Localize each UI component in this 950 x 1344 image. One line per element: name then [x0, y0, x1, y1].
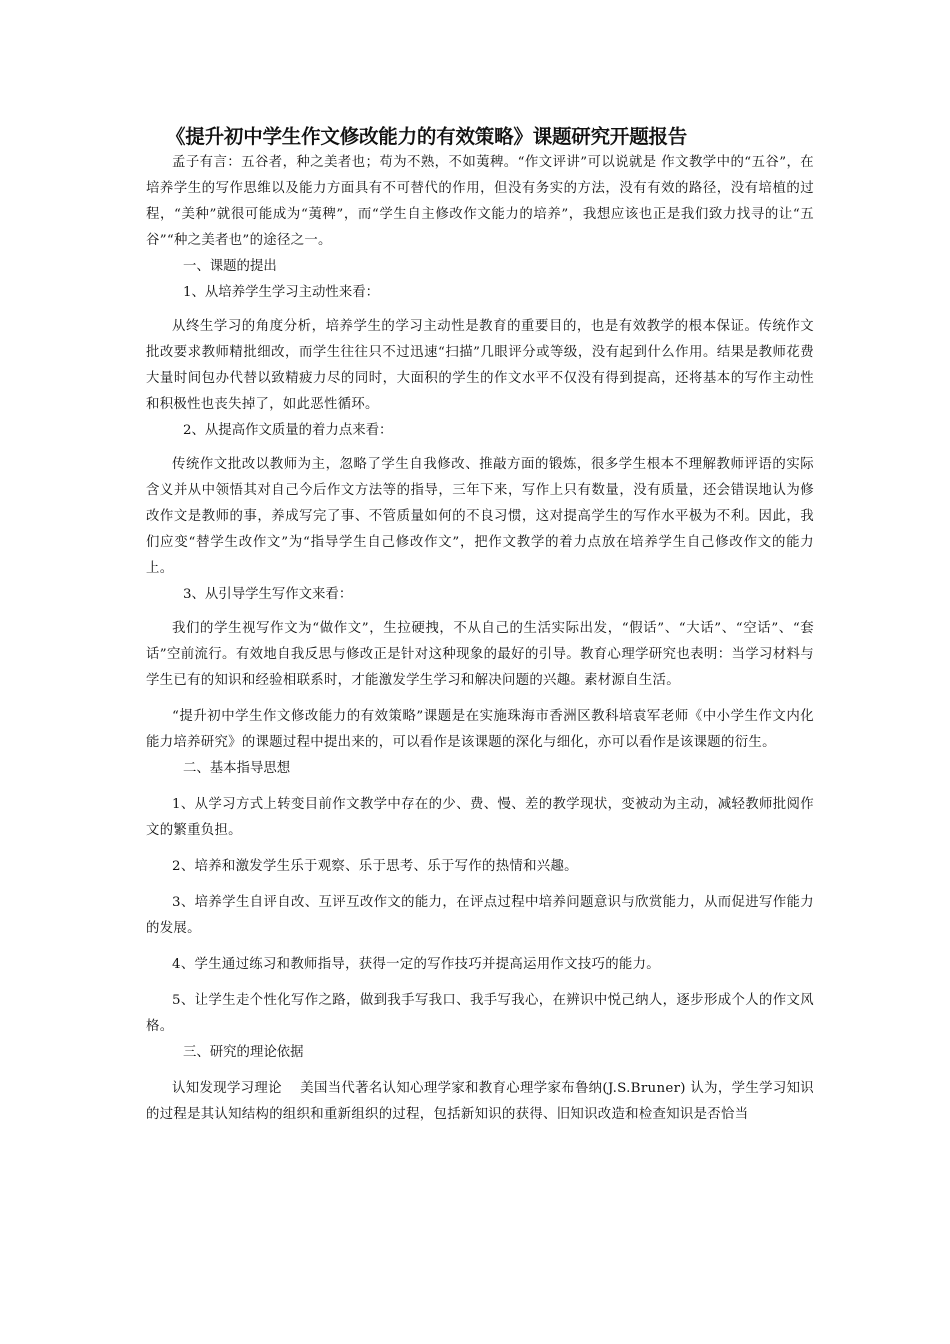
section-1-item-1-body: 从终生学习的角度分析，培养学生的学习主动性是教育的重要目的，也是有效教学的根本保证。传统作文批改要求教师精批细改，而学生往往只不过迅速“扫描”几眼评分或等级，没有起到什么作用。结果是教师花费大量时间包办代替以致精疲力尽的同时，大面积的学生的作文水平不仅没有得到提高，还将基本的写作主动性和积极性也丧失掉了，如此恶性循环。 — [146, 319, 814, 412]
section-1-origin-paragraph: “提升初中学生作文修改能力的有效策略”课题是在实施珠海市香洲区教科培袁军老师《中小学生作文内化能力培养研究》的课题过程中提出来的，可以看作是该课题的深化与细化，亦可以看作是该课题的衍生。 — [146, 709, 814, 750]
section-1-item-2-heading: 2、从提高作文质量的着力点来看： — [183, 423, 393, 438]
section-3-paragraph-1: 认知发现学习理论 美国当代著名认知心理学家和教育心理学家布鲁纳(J.S.Bruner) 认为，学生学习知识的过程是其认知结构的组织和重新组织的过程，包括新知识的获得、旧知识改造和检查知识是否恰当 — [146, 1081, 814, 1122]
intro-paragraph: 孟子有言：五谷者，种之美者也；苟为不熟，不如荑稗。“作文评讲”可以说就是 作文教学中的“五谷”，在培养学生的写作思维以及能力方面具有不可替代的作用，但没有务实的方法，没有有效的路径，没有培植的过程，“美种”就很可能成为“荑稗”，而“学生自主修改作文能力的培养”，我想应该也正是我们致力找寻的让“五谷”“种之美者也”的途径之一。 — [146, 155, 814, 248]
section-2-heading: 二、基本指导思想 — [183, 761, 291, 776]
section-2-point-4: 4、学生通过练习和教师指导，获得一定的写作技巧并提高运用作文技巧的能力。 — [172, 957, 660, 972]
section-1-item-1-heading: 1、从培养学生学习主动性来看： — [183, 285, 379, 300]
section-2-point-1: 1、从学习方式上转变目前作文教学中存在的少、费、慢、差的教学现状，变被动为主动，减轻教师批阅作文的繁重负担。 — [146, 797, 814, 838]
section-1-item-3-body: 我们的学生视写作文为“做作文”，生拉硬拽，不从自己的生活实际出发，“假话”、“大话”、“空话”、“套话”空前流行。有效地自我反思与修改正是针对这种现象的最好的引导。教育心理学研究也表明：当学习材料与学生已有的知识和经验相联系时，才能激发学生学习和解决问题的兴趣。素材源自生活。 — [146, 621, 814, 688]
section-2-point-5: 5、让学生走个性化写作之路，做到我手写我口、我手写我心，在辨识中悦己纳人，逐步形成个人的作文风格。 — [146, 993, 814, 1034]
section-1-heading: 一、课题的提出 — [183, 259, 277, 274]
document-page — [146, 124, 814, 1128]
section-2-point-3: 3、培养学生自评自改、互评互改作文的能力，在评点过程中培养问题意识与欣赏能力，从而促进写作能力的发展。 — [146, 895, 814, 936]
section-1-item-2-body: 传统作文批改以教师为主，忽略了学生自我修改、推敲方面的锻炼，很多学生根本不理解教师评语的实际含义并从中领悟其对自己今后作文方法等的指导，三年下来，写作上只有数量，没有质量，还会错误地认为修改作文是教师的事，养成写完了事、不管质量如何的不良习惯，这对提高学生的写作水平极为不利。因此，我们应变“替学生改作文”为“指导学生自己修改作文”，把作文教学的着力点放在培养学生自己修改作文的能力上。 — [146, 457, 814, 576]
section-3-heading: 三、研究的理论依据 — [183, 1045, 304, 1060]
section-1-item-3-heading: 3、从引导学生写作文来看： — [183, 587, 353, 602]
section-2-point-2: 2、培养和激发学生乐于观察、乐于思考、乐于写作的热情和兴趣。 — [172, 859, 578, 874]
document-title: 《提升初中学生作文修改能力的有效策略》课题研究开题报告 — [166, 125, 688, 148]
